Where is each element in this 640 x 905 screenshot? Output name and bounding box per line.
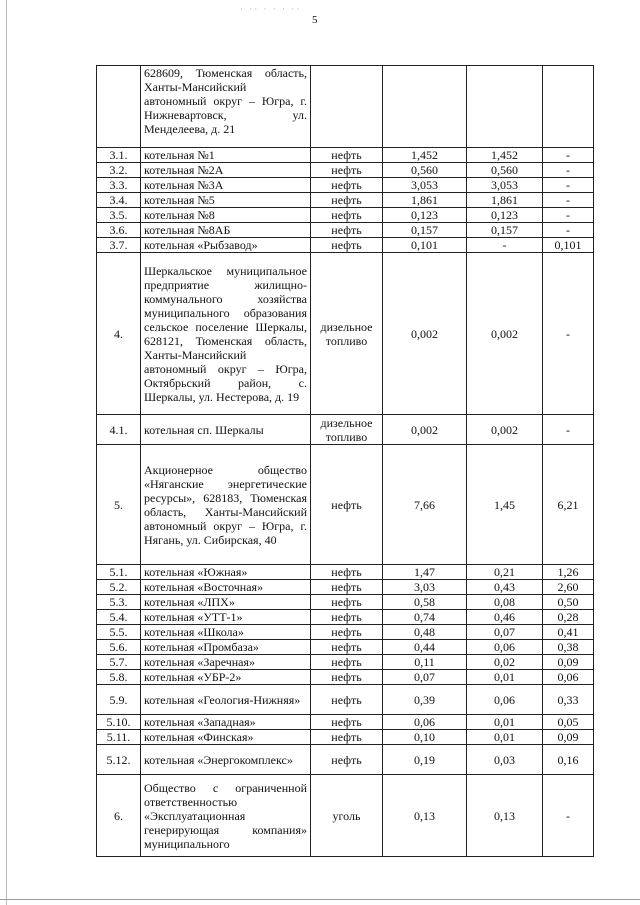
total-value-cell: 0,002: [383, 253, 467, 415]
fuel-type-cell: нефть: [311, 745, 383, 775]
total-value-cell: [383, 66, 467, 148]
name-cell: котельная «УБР-2»: [141, 670, 311, 685]
total-value-cell: 0,07: [383, 670, 467, 685]
value-2-cell: -: [543, 163, 594, 178]
total-value-cell: 1,861: [383, 193, 467, 208]
total-value-cell: 1,452: [383, 148, 467, 163]
value-2-cell: 0,28: [543, 610, 594, 625]
total-value-cell: 0,10: [383, 730, 467, 745]
value-1-cell: 0,07: [467, 625, 543, 640]
value-1-cell: 0,01: [467, 730, 543, 745]
row-number-cell: 5.: [97, 445, 141, 565]
total-value-cell: 0,39: [383, 685, 467, 715]
value-1-cell: 0,03: [467, 745, 543, 775]
total-value-cell: 0,002: [383, 415, 467, 445]
name-cell: котельная «Школа»: [141, 625, 311, 640]
total-value-cell: 0,157: [383, 223, 467, 238]
value-1-cell: 0,002: [467, 415, 543, 445]
name-cell: котельная «Геология-Нижняя»: [141, 685, 311, 715]
value-1-cell: 0,157: [467, 223, 543, 238]
name-cell: котельная №8АБ: [141, 223, 311, 238]
fuel-type-cell: нефть: [311, 148, 383, 163]
fuel-type-cell: нефть: [311, 193, 383, 208]
value-1-cell: 0,123: [467, 208, 543, 223]
name-cell: котельная №3А: [141, 178, 311, 193]
value-1-cell: 1,452: [467, 148, 543, 163]
name-cell: 628609, Тюменская область, Ханты-Мансийский автономный округ – Югра, г. Нижневартовск, ул. Менделеева, д. 21: [141, 66, 311, 148]
value-2-cell: -: [543, 223, 594, 238]
value-1-cell: 1,45: [467, 445, 543, 565]
row-number-cell: 6.: [97, 775, 141, 857]
row-number-cell: 5.10.: [97, 715, 141, 730]
table-row: [97, 595, 594, 610]
fuel-type-cell: нефть: [311, 670, 383, 685]
name-cell: котельная №5: [141, 193, 311, 208]
total-value-cell: 0,44: [383, 640, 467, 655]
fuel-type-cell: уголь: [311, 775, 383, 857]
table-row: [97, 253, 594, 415]
name-cell: Общество с ограниченной ответственностью «Эксплуатационная генерирующая компания» муниципального: [141, 775, 311, 857]
fuel-type-cell: нефть: [311, 625, 383, 640]
page-number: 5: [312, 14, 318, 26]
fuel-type-cell: нефть: [311, 640, 383, 655]
total-value-cell: 0,11: [383, 655, 467, 670]
name-cell: котельная «Промбаза»: [141, 640, 311, 655]
value-1-cell: 0,46: [467, 610, 543, 625]
row-number-cell: 3.6.: [97, 223, 141, 238]
value-2-cell: 2,60: [543, 580, 594, 595]
table-row: [97, 193, 594, 208]
table-row: [97, 610, 594, 625]
value-2-cell: 0,06: [543, 670, 594, 685]
value-2-cell: 0,38: [543, 640, 594, 655]
name-cell: котельная «Западная»: [141, 715, 311, 730]
table-row: [97, 66, 594, 148]
name-cell: Акционерное общество «Няганские энергетические ресурсы», 628183, Тюменская область, Ханты-Мансийский автономный округ – Югра, г. Нягань, ул. Сибирская, 40: [141, 445, 311, 565]
table-row: [97, 163, 594, 178]
fuel-table-container: [96, 65, 593, 857]
name-cell: котельная №8: [141, 208, 311, 223]
table-row: [97, 580, 594, 595]
value-1-cell: 0,21: [467, 565, 543, 580]
fuel-type-cell: нефть: [311, 163, 383, 178]
row-number-cell: 3.7.: [97, 238, 141, 253]
total-value-cell: 0,101: [383, 238, 467, 253]
row-number-cell: 5.5.: [97, 625, 141, 640]
total-value-cell: 0,48: [383, 625, 467, 640]
row-number-cell: 4.1.: [97, 415, 141, 445]
table-row: [97, 745, 594, 775]
scan-noise: · ·· · · · ··: [240, 4, 302, 14]
value-2-cell: 0,09: [543, 655, 594, 670]
table-row: [97, 148, 594, 163]
fuel-reserve-table: [96, 65, 594, 857]
row-number-cell: 5.7.: [97, 655, 141, 670]
row-number-cell: 5.3.: [97, 595, 141, 610]
table-row: [97, 685, 594, 715]
row-number-cell: 3.4.: [97, 193, 141, 208]
value-2-cell: 6,21: [543, 445, 594, 565]
value-2-cell: -: [543, 193, 594, 208]
row-number-cell: 3.1.: [97, 148, 141, 163]
value-2-cell: -: [543, 775, 594, 857]
value-2-cell: 0,16: [543, 745, 594, 775]
table-row: [97, 775, 594, 857]
name-cell: котельная №1: [141, 148, 311, 163]
name-cell: котельная «Восточная»: [141, 580, 311, 595]
fuel-type-cell: нефть: [311, 445, 383, 565]
table-body: [97, 66, 594, 857]
value-2-cell: 0,05: [543, 715, 594, 730]
row-number-cell: 5.9.: [97, 685, 141, 715]
table-row: [97, 238, 594, 253]
fuel-type-cell: нефть: [311, 580, 383, 595]
fuel-type-cell: нефть: [311, 238, 383, 253]
row-number-cell: 5.2.: [97, 580, 141, 595]
scan-edge-left: [6, 0, 7, 905]
name-cell: котельная «УТТ-1»: [141, 610, 311, 625]
name-cell: Шеркальское муниципальное предприятие жилищно-коммунального хозяйства муниципального образования сельское поселение Шеркалы, 628121, Тюменская область, Ханты-Мансийский автономный округ – Югра, Октябрьский район, с. Шеркалы, ул. Нестерова, д. 19: [141, 253, 311, 415]
value-1-cell: 0,43: [467, 580, 543, 595]
value-2-cell: -: [543, 178, 594, 193]
fuel-type-cell: дизельное топливо: [311, 415, 383, 445]
name-cell: котельная «Энергокомплекс»: [141, 745, 311, 775]
name-cell: котельная «Финская»: [141, 730, 311, 745]
fuel-type-cell: нефть: [311, 655, 383, 670]
value-1-cell: 0,002: [467, 253, 543, 415]
row-number-cell: 5.8.: [97, 670, 141, 685]
table-row: [97, 640, 594, 655]
value-1-cell: -: [467, 238, 543, 253]
total-value-cell: 1,47: [383, 565, 467, 580]
value-1-cell: 0,06: [467, 640, 543, 655]
value-1-cell: 0,560: [467, 163, 543, 178]
value-1-cell: 0,01: [467, 670, 543, 685]
table-row: [97, 178, 594, 193]
table-row: [97, 655, 594, 670]
value-2-cell: -: [543, 415, 594, 445]
table-row: [97, 223, 594, 238]
total-value-cell: 0,06: [383, 715, 467, 730]
value-2-cell: -: [543, 253, 594, 415]
row-number-cell: 5.4.: [97, 610, 141, 625]
total-value-cell: 3,03: [383, 580, 467, 595]
name-cell: котельная «Заречная»: [141, 655, 311, 670]
table-row: [97, 208, 594, 223]
row-number-cell: 3.2.: [97, 163, 141, 178]
value-1-cell: 0,13: [467, 775, 543, 857]
table-row: [97, 445, 594, 565]
value-2-cell: 0,09: [543, 730, 594, 745]
value-2-cell: 0,50: [543, 595, 594, 610]
name-cell: котельная №2А: [141, 163, 311, 178]
row-number-cell: 3.3.: [97, 178, 141, 193]
value-1-cell: 3,053: [467, 178, 543, 193]
row-number-cell: 5.1.: [97, 565, 141, 580]
fuel-type-cell: нефть: [311, 223, 383, 238]
fuel-type-cell: нефть: [311, 610, 383, 625]
total-value-cell: 0,74: [383, 610, 467, 625]
table-row: [97, 565, 594, 580]
table-row: [97, 415, 594, 445]
row-number-cell: 3.5.: [97, 208, 141, 223]
row-number-cell: 5.12.: [97, 745, 141, 775]
value-2-cell: 0,41: [543, 625, 594, 640]
total-value-cell: 0,123: [383, 208, 467, 223]
value-1-cell: 0,01: [467, 715, 543, 730]
name-cell: котельная сп. Шеркалы: [141, 415, 311, 445]
fuel-type-cell: нефть: [311, 178, 383, 193]
value-2-cell: 0,101: [543, 238, 594, 253]
value-1-cell: [467, 66, 543, 148]
row-number-cell: [97, 66, 141, 148]
table-row: [97, 670, 594, 685]
total-value-cell: 7,66: [383, 445, 467, 565]
scan-edge-bottom: [0, 899, 640, 900]
fuel-type-cell: нефть: [311, 730, 383, 745]
row-number-cell: 4.: [97, 253, 141, 415]
value-2-cell: -: [543, 208, 594, 223]
fuel-type-cell: дизельное топливо: [311, 253, 383, 415]
value-1-cell: 0,02: [467, 655, 543, 670]
name-cell: котельная «Рыбзавод»: [141, 238, 311, 253]
table-row: [97, 715, 594, 730]
total-value-cell: 0,560: [383, 163, 467, 178]
name-cell: котельная «ЛПХ»: [141, 595, 311, 610]
total-value-cell: 3,053: [383, 178, 467, 193]
fuel-type-cell: нефть: [311, 595, 383, 610]
total-value-cell: 0,13: [383, 775, 467, 857]
row-number-cell: 5.6.: [97, 640, 141, 655]
fuel-type-cell: нефть: [311, 715, 383, 730]
value-1-cell: 0,06: [467, 685, 543, 715]
total-value-cell: 0,58: [383, 595, 467, 610]
table-row: [97, 625, 594, 640]
value-2-cell: 0,33: [543, 685, 594, 715]
fuel-type-cell: нефть: [311, 685, 383, 715]
value-1-cell: 0,08: [467, 595, 543, 610]
name-cell: котельная «Южная»: [141, 565, 311, 580]
table-row: [97, 730, 594, 745]
fuel-type-cell: нефть: [311, 208, 383, 223]
total-value-cell: 0,19: [383, 745, 467, 775]
row-number-cell: 5.11.: [97, 730, 141, 745]
fuel-type-cell: нефть: [311, 565, 383, 580]
fuel-type-cell: [311, 66, 383, 148]
value-2-cell: [543, 66, 594, 148]
value-2-cell: 1,26: [543, 565, 594, 580]
value-1-cell: 1,861: [467, 193, 543, 208]
value-2-cell: -: [543, 148, 594, 163]
